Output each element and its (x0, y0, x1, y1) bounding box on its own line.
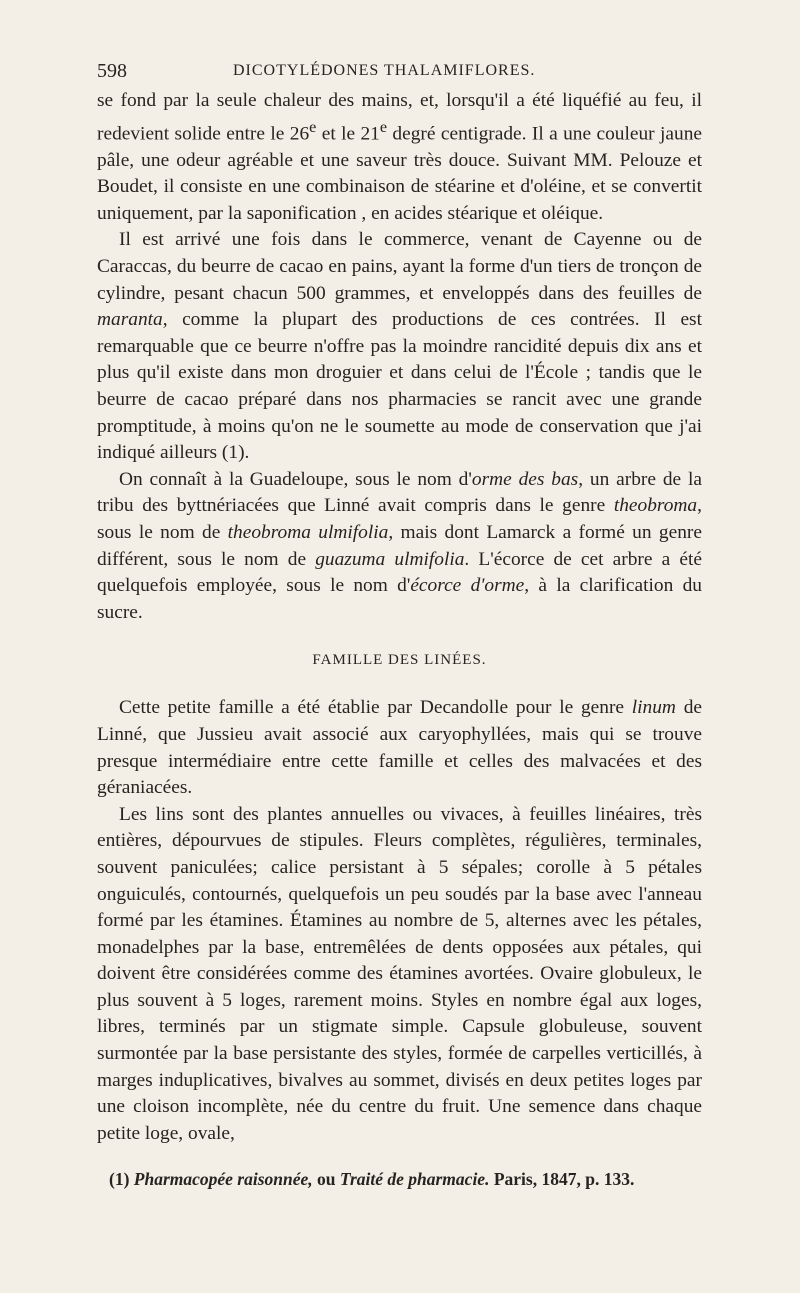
section-title: FAMILLE DES LINÉES. (312, 652, 487, 669)
footnote: (1) Pharmacopée raisonnée, ou Traité de pharmacie. Paris, 1847, p. 133. (109, 1169, 635, 1190)
paragraph-cacao-butter-properties: se fond par la seule chaleur des mains, et, lorsqu'il a été liquéfié au feu, il redevient solide entre le 26e et le 21e degré centigrade. Il a une couleur jaune pâle, une odeur agréable et une saveur très douce. Suivant MM. Pelouze et Boudet, il consiste en une combinaison de stéarine et d'oléine, et se convertit uniquement, par la saponification , en acides stéarique et oléique. (97, 90, 703, 224)
paragraph-linees-intro: Cette petite famille a été établie par Decandolle pour le genre linum de Linné, que Jussieu avait associé aux caryophyllées, mais qui se trouve presque intermédiaire entre cette famille et celles des malvacées et des géraniacées. (97, 697, 702, 799)
paragraph-linees-description: Les lins sont des plantes annuelles ou vivaces, à feuilles linéaires, très entières, dépourvues de stipules. Fleurs complètes, régulières, terminales, souvent paniculées; calice persistant à 5 sépales; corolle à 5 pétales onguiculés, contournés, quelquefois un peu soudés par la base avec l'anneau formé par les étamines. Étamines au nombre de 5, alternes avec les pétales, monadelphes par la base, entremêlées de dents opposées aux pétales, qui doivent être considérées comme des étamines avortées. Ovaire globuleux, le plus souvent à 5 loges, rarement moins. Styles en nombre égal aux loges, libres, terminés par un stigmate simple. Capsule globuleuse, souvent surmontée par la base persistante des styles, formée de carpelles verticillés, à marges induplicatives, bivalves au sommet, divisés en deux petites loges par une cloison incomplète, née du centre du fruit. Une semence dans chaque petite loge, ovale, (97, 803, 702, 1144)
running-head: DICOTYLÉDONES THALAMIFLORES. (233, 62, 536, 79)
book-page (97, 52, 702, 1191)
page-number: 598 (97, 60, 127, 82)
page-header (97, 52, 702, 88)
paragraph-orme-des-bas: On connaît à la Guadeloupe, sous le nom d'orme des bas, un arbre de la tribu des byttnériacées que Linné avait compris dans le genre theobroma, sous le nom de theobroma ulmifolia, mais dont Lamarck a formé un genre différent, sous le nom de guazuma ulmifolia. L'écorce de cet arbre a été quelquefois employée, sous le nom d'écorce d'orme, à la clarification du sucre. (97, 468, 702, 623)
paragraph-cacao-butter-commerce: Il est arrivé une fois dans le commerce, venant de Cayenne ou de Caraccas, du beurre de cacao en pains, ayant la forme d'un tiers de tronçon de cylindre, pesant chacun 500 grammes, et enveloppés dans des feuilles de maranta, comme la plupart des productions de ces contrées. Il est remarquable que ce beurre n'offre pas la moindre rancidité depuis dix ans et plus qu'il existe dans mon droguier et dans celui de l'École ; tandis que le beurre de cacao préparé dans nos pharmacies se rancit avec une grande promptitude, à moins qu'on ne le soumette au mode de conservation que j'ai indiqué ailleurs (1). (97, 229, 702, 464)
